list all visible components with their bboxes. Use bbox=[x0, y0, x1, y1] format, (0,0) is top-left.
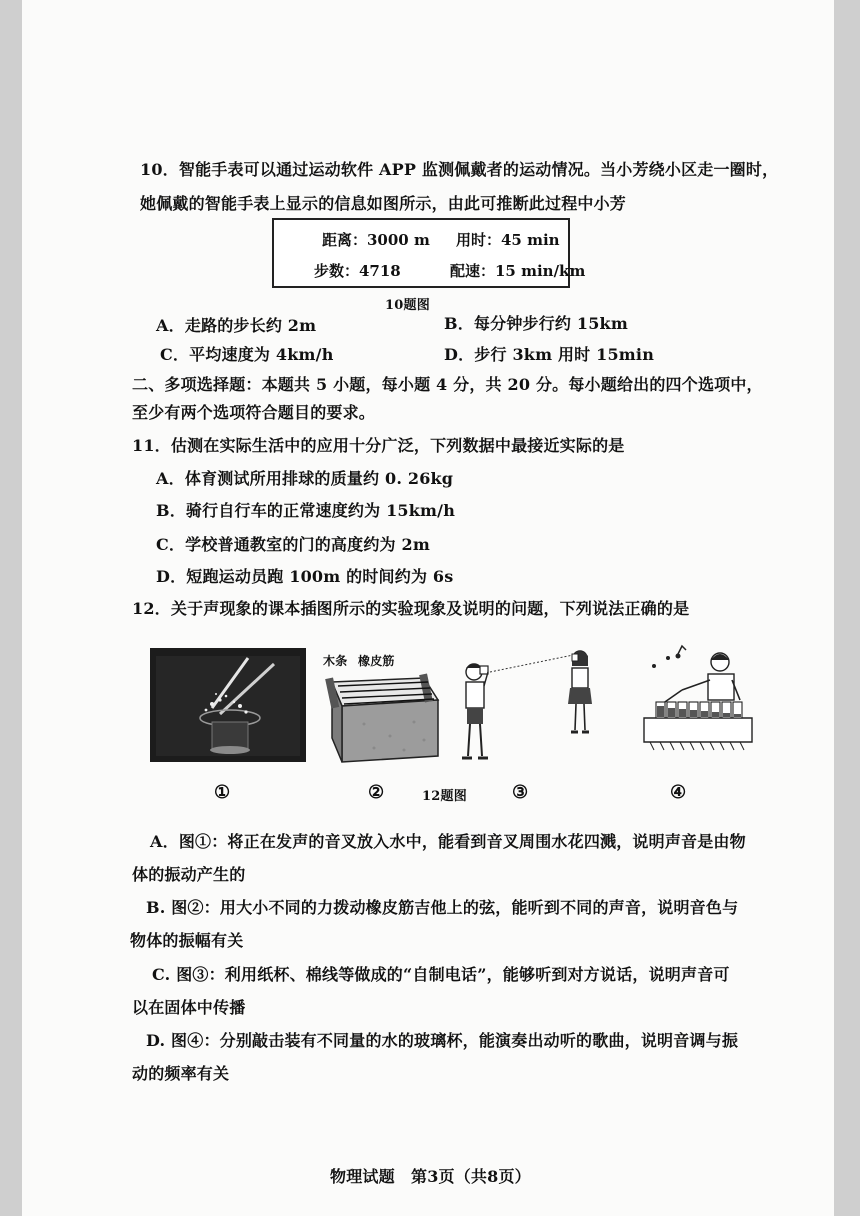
figure-number-2: ② bbox=[368, 782, 385, 803]
q11-option-c: C．学校普通教室的门的高度约为 2m bbox=[156, 535, 430, 554]
q12-option-c-line2: 以在固体中传播 bbox=[132, 998, 246, 1017]
q10-stem-line2: 她佩戴的智能手表上显示的信息如图所示，由此可推断此过程中小芳 bbox=[140, 194, 627, 213]
label-rubber-band: 橡皮筋 bbox=[358, 654, 395, 668]
smartwatch-info-box bbox=[272, 218, 586, 288]
q12-option-b-line2: 物体的振幅有关 bbox=[130, 931, 244, 950]
q10-caption: 10题图 bbox=[385, 298, 430, 313]
q11-option-a: A．体育测试所用排球的质量约 0. 26kg bbox=[156, 469, 454, 488]
time-value: 用时：45 min bbox=[456, 231, 560, 249]
q10-stem-line1: 10．智能手表可以通过运动软件 APP 监测佩戴者的运动情况。当小芳绕小区走一圈时， bbox=[140, 160, 779, 179]
figure-water-glasses bbox=[640, 644, 756, 754]
figure-number-4: ④ bbox=[670, 782, 687, 803]
q10-option-b: B．每分钟步行约 15km bbox=[444, 314, 628, 333]
figure-number-3: ③ bbox=[512, 782, 529, 803]
label-wood-strip: 木条 bbox=[323, 654, 348, 668]
q11-option-d: D．短跑运动员跑 100m 的时间约为 6s bbox=[156, 567, 454, 586]
page-footer: 物理试题 第3页（共8页） bbox=[330, 1167, 531, 1186]
figure-number-1: ① bbox=[214, 782, 231, 803]
steps-value: 步数：4718 bbox=[314, 262, 401, 280]
q12-option-b-line1: B. 图②：用大小不同的力拨动橡皮筋吉他上的弦，能听到不同的声音，说明音色与 bbox=[146, 898, 739, 917]
section2-line1: 二、多项选择题：本题共 5 小题，每小题 4 分，共 20 分。每小题给出的四个选项中， bbox=[132, 375, 763, 394]
pace-value: 配速：15 min/km bbox=[450, 262, 586, 280]
figure-tuning-fork-photo bbox=[150, 648, 306, 762]
q12-option-a-line2: 体的振动产生的 bbox=[132, 865, 246, 884]
distance-value: 距离：3000 m bbox=[322, 231, 430, 249]
q12-option-c-line1: C. 图③：利用纸杯、棉线等做成的“自制电话”，能够听到对方说话，说明声音可 bbox=[152, 965, 730, 984]
q10-option-d: D．步行 3km 用时 15min bbox=[444, 345, 655, 364]
q12-stem: 12．关于声现象的课本插图所示的实验现象及说明的问题，下列说法正确的是 bbox=[132, 599, 690, 618]
q10-option-c: C．平均速度为 4km/h bbox=[160, 345, 334, 364]
section2-line2: 至少有两个选项符合题目的要求。 bbox=[132, 403, 376, 422]
q12-option-d-line2: 动的频率有关 bbox=[132, 1064, 230, 1083]
q10-option-a: A．走路的步长约 2m bbox=[156, 316, 317, 335]
figure-rubber-band-guitar bbox=[324, 664, 442, 764]
q12-option-a-line1: A．图①：将正在发声的音叉放入水中，能看到音叉周围水花四溅，说明声音是由物 bbox=[150, 832, 746, 851]
q12-option-d-line1: D. 图④：分别敲击装有不同量的水的玻璃杯，能演奏出动听的歌曲，说明音调与振 bbox=[146, 1031, 739, 1050]
q11-stem: 11．估测在实际生活中的应用十分广泛，下列数据中最接近实际的是 bbox=[132, 436, 625, 455]
figure-string-telephone bbox=[454, 642, 604, 766]
q11-option-b: B．骑行自行车的正常速度约为 15km/h bbox=[156, 501, 456, 520]
q12-caption: 12题图 bbox=[422, 789, 467, 804]
